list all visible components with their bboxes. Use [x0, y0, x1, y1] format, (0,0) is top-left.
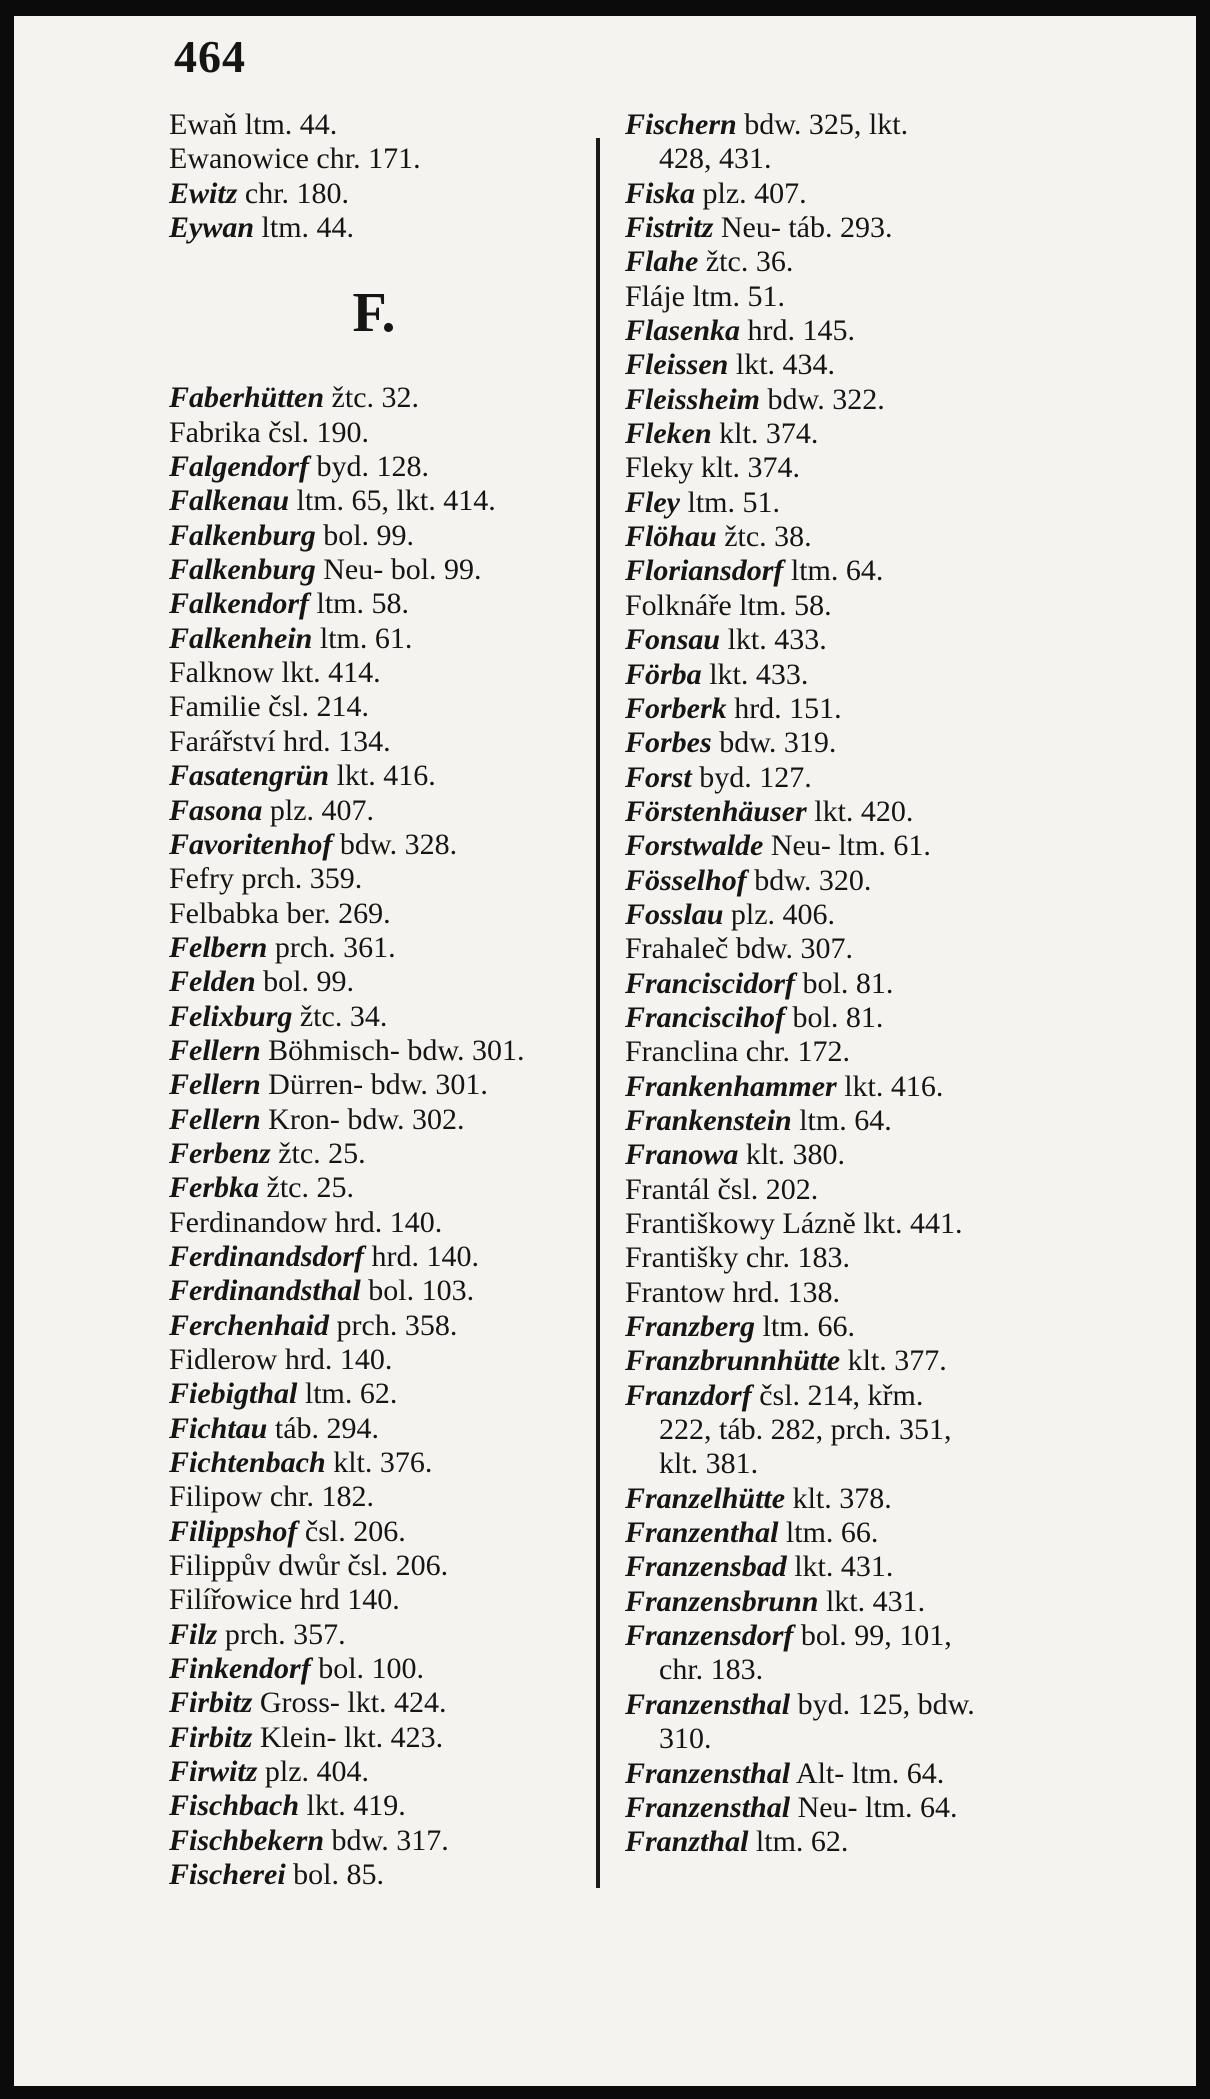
index-entry	[625, 726, 1085, 760]
index-entry	[625, 1653, 1085, 1687]
entry-reference: Böhmisch- bdw. 301.	[260, 1033, 525, 1067]
entry-reference: bol. 99.	[255, 965, 355, 999]
index-entry	[625, 211, 1085, 245]
index-entry	[625, 520, 1085, 554]
index-entry	[169, 828, 599, 862]
entry-reference: čsl. 214, křm.	[751, 1378, 924, 1412]
entry-headword: Fichtenbach	[169, 1446, 326, 1480]
index-entry	[169, 1000, 599, 1034]
index-entry	[625, 1070, 1085, 1104]
entry-headword: Franzensbrunn	[625, 1584, 819, 1618]
right-column	[625, 108, 1085, 1860]
entry-reference: bol. 85.	[285, 1858, 385, 1892]
entry-reference: Klein- lkt. 423.	[252, 1720, 444, 1754]
entry-reference: lkt. 431.	[786, 1550, 894, 1584]
entry-headword: Fley	[625, 485, 680, 519]
index-entry	[625, 1001, 1085, 1035]
entry-headword: Franzensthal	[625, 1790, 791, 1824]
entry-reference: klt. 374.	[711, 417, 819, 451]
index-entry	[625, 1516, 1085, 1550]
entry-headword: Forbes	[625, 726, 712, 760]
left-column	[169, 108, 599, 1893]
index-entry	[169, 1446, 599, 1480]
index-entry	[625, 692, 1085, 726]
index-entry	[169, 1137, 599, 1171]
index-entry	[169, 211, 599, 245]
index-entry	[625, 829, 1085, 863]
entry-headword: Firbitz	[169, 1720, 253, 1754]
index-entry	[625, 1276, 1085, 1310]
index-entry	[625, 554, 1085, 588]
entry-reference: žtc. 25.	[270, 1136, 366, 1170]
index-entry	[169, 381, 599, 415]
entry-reference: Fefry prch. 359.	[169, 862, 363, 896]
index-entry	[625, 417, 1085, 451]
index-entry	[169, 519, 599, 553]
entry-reference: plz. 406.	[723, 897, 836, 931]
entry-reference: Neu- táb. 293.	[713, 211, 893, 245]
entry-reference: Neu- ltm. 64.	[790, 1790, 958, 1824]
entry-reference: chr. 183.	[659, 1653, 764, 1687]
index-entry	[625, 1413, 1085, 1447]
entry-reference: lkt. 433.	[701, 657, 809, 691]
entry-reference: 222, táb. 282, prch. 351,	[659, 1413, 952, 1447]
index-entry	[625, 1619, 1085, 1653]
entry-reference: ltm. 62.	[748, 1825, 849, 1859]
entry-reference: Ewanowice chr. 171.	[169, 142, 421, 176]
entry-headword: Fischbach	[169, 1789, 300, 1823]
index-entry	[625, 864, 1085, 898]
index-entry	[169, 484, 599, 518]
index-entry	[625, 1241, 1085, 1275]
entry-headword: Fiska	[625, 176, 696, 210]
entry-reference: lkt. 420.	[806, 794, 914, 828]
entry-reference: Frantow hrd. 138.	[625, 1275, 840, 1309]
entry-reference: Filířowice hrd 140.	[169, 1583, 400, 1617]
index-entry	[169, 1858, 599, 1892]
entry-headword: Firwitz	[169, 1755, 258, 1789]
entry-headword: Fasatengrün	[169, 759, 330, 793]
entry-reference: bol. 81.	[795, 966, 894, 1000]
entry-reference: bdw. 325, lkt.	[736, 108, 909, 141]
entry-reference: Gross- lkt. 424.	[252, 1686, 447, 1720]
index-entry	[169, 177, 599, 211]
index-entry	[625, 280, 1085, 314]
entry-reference: prch. 361.	[267, 930, 396, 964]
entry-reference: hrd. 145.	[740, 314, 856, 348]
entry-reference: 428, 431.	[659, 142, 772, 176]
entry-reference: lkt. 433.	[720, 623, 827, 657]
index-entry	[625, 1138, 1085, 1172]
index-entry	[625, 383, 1085, 417]
entry-headword: Ferbka	[169, 1171, 259, 1205]
index-entry	[625, 314, 1085, 348]
index-entry	[169, 1103, 599, 1137]
index-entry	[169, 1274, 599, 1308]
index-entry	[169, 897, 599, 931]
index-entry	[169, 1824, 599, 1858]
entry-reference: bol. 100.	[310, 1652, 425, 1686]
entry-reference: chr. 180.	[237, 176, 350, 210]
entry-headword: Filz	[169, 1617, 218, 1651]
index-entry	[625, 1447, 1085, 1481]
entry-headword: Franciscidorf	[625, 966, 796, 1000]
index-entry	[625, 108, 1085, 142]
index-entry	[169, 108, 599, 142]
index-entry	[169, 1206, 599, 1240]
entry-headword: Förba	[625, 657, 702, 691]
entry-reference: lkt. 419.	[299, 1789, 406, 1823]
entry-headword: Franzensbad	[625, 1550, 787, 1584]
index-entry	[169, 1618, 599, 1652]
index-entry	[625, 1757, 1085, 1791]
index-entry	[169, 690, 599, 724]
entry-reference: ltm. 66.	[778, 1516, 879, 1550]
entry-reference: Ewaň ltm. 44.	[169, 108, 338, 141]
entry-reference: hrd. 140.	[364, 1239, 480, 1273]
entry-headword: Franzensthal	[625, 1687, 791, 1721]
entry-reference: Alt- ltm. 64.	[790, 1756, 945, 1790]
entry-headword: Frankenhammer	[625, 1069, 837, 1103]
index-entry	[169, 1583, 599, 1617]
entry-reference: Filipow chr. 182.	[169, 1480, 375, 1514]
index-entry	[169, 1652, 599, 1686]
index-entry	[169, 1343, 599, 1377]
index-entry	[169, 1515, 599, 1549]
entry-headword: Firbitz	[169, 1686, 253, 1720]
index-entry	[169, 1171, 599, 1205]
index-entry	[625, 1791, 1085, 1825]
entry-headword: Fellern	[169, 1068, 261, 1102]
entry-reference: ltm. 62.	[297, 1377, 398, 1411]
entry-reference: ltm. 51.	[679, 485, 780, 519]
left-entries-f	[169, 381, 599, 1892]
entry-reference: plz. 407.	[695, 176, 807, 210]
entry-reference: Fidlerow hrd. 140.	[169, 1343, 393, 1376]
entry-headword: Forberk	[625, 691, 727, 725]
entry-reference: žtc. 25.	[259, 1171, 354, 1205]
entry-reference: bdw. 322.	[760, 382, 885, 416]
entry-reference: 310.	[659, 1722, 712, 1756]
scanned-page	[14, 16, 1196, 2086]
entry-headword: Franzensthal	[625, 1756, 791, 1790]
index-entry	[169, 965, 599, 999]
entry-headword: Fiebigthal	[169, 1377, 298, 1411]
index-entry	[625, 898, 1085, 932]
entry-headword: Felixburg	[169, 999, 293, 1033]
entry-reference: bol. 99.	[315, 518, 415, 552]
entry-reference: Frahaleč bdw. 307.	[625, 932, 853, 966]
page-number: 464	[174, 31, 246, 82]
entry-headword: Franzbrunnhütte	[625, 1344, 841, 1378]
entry-reference: bol. 99, 101,	[793, 1619, 952, 1653]
entry-headword: Felden	[169, 965, 256, 999]
entry-reference: bdw. 320.	[746, 863, 872, 897]
entry-headword: Falkendorf	[169, 587, 310, 621]
entry-headword: Ferchenhaid	[169, 1308, 330, 1342]
entry-headword: Franzenthal	[625, 1516, 779, 1550]
index-entry	[625, 1688, 1085, 1722]
index-entry	[625, 1207, 1085, 1241]
index-entry	[169, 759, 599, 793]
index-entry	[169, 553, 599, 587]
entry-headword: Fösselhof	[625, 863, 747, 897]
index-entry	[625, 1825, 1085, 1859]
entry-reference: bol. 103.	[360, 1274, 475, 1308]
entry-reference: žtc. 38.	[716, 520, 812, 554]
index-entry	[169, 450, 599, 484]
entry-headword: Fleissen	[625, 348, 729, 382]
index-entry	[625, 451, 1085, 485]
entry-headword: Finkendorf	[169, 1652, 311, 1686]
entry-headword: Forst	[625, 760, 692, 794]
index-entry	[625, 1344, 1085, 1378]
entry-headword: Fellern	[169, 1102, 261, 1136]
index-entry	[625, 761, 1085, 795]
section-letter-heading: F.	[352, 282, 396, 345]
index-entry	[625, 932, 1085, 966]
entry-headword: Fischerei	[169, 1858, 286, 1892]
entry-reference: Familie čsl. 214.	[169, 690, 369, 724]
entry-headword: Flahe	[625, 245, 699, 279]
index-entry	[169, 1068, 599, 1102]
index-entry	[169, 1721, 599, 1755]
index-entry	[625, 1310, 1085, 1344]
entry-headword: Ferbenz	[169, 1136, 271, 1170]
entry-reference: Farářství hrd. 134.	[169, 724, 391, 758]
entry-reference: ltm. 44.	[254, 211, 355, 245]
index-entry	[625, 486, 1085, 520]
index-entry	[625, 589, 1085, 623]
index-entry	[169, 1309, 599, 1343]
index-entry	[169, 1034, 599, 1068]
index-entry	[625, 795, 1085, 829]
entry-reference: čsl. 206.	[297, 1514, 406, 1548]
index-entry	[625, 1722, 1085, 1756]
index-entry	[169, 1240, 599, 1274]
index-entry	[169, 1412, 599, 1446]
entry-reference: Fláje ltm. 51.	[625, 279, 785, 313]
entry-reference: ltm. 65, lkt. 414.	[289, 484, 496, 518]
entry-reference: byd. 125, bdw.	[790, 1687, 975, 1721]
entry-headword: Franowa	[625, 1138, 739, 1172]
entry-reference: bdw. 319.	[711, 726, 837, 760]
entry-headword: Fleken	[625, 417, 712, 451]
entry-headword: Fellern	[169, 1033, 261, 1067]
entry-reference: Františky chr. 183.	[625, 1241, 850, 1275]
entry-headword: Fasona	[169, 793, 263, 827]
index-entry	[169, 794, 599, 828]
index-entry	[169, 1480, 599, 1514]
entry-reference: lkt. 431.	[818, 1584, 926, 1618]
entry-headword: Franzthal	[625, 1825, 749, 1859]
entry-reference: lkt. 434.	[728, 348, 836, 382]
entry-headword: Fistritz	[625, 211, 714, 245]
entry-reference: hrd. 151.	[726, 691, 842, 725]
entry-headword: Flasenka	[625, 314, 741, 348]
index-entry	[169, 931, 599, 965]
entry-reference: ltm. 64.	[783, 554, 884, 588]
entry-reference: bdw. 328.	[332, 827, 458, 861]
entry-headword: Fonsau	[625, 623, 721, 657]
entry-headword: Ewitz	[169, 176, 238, 210]
entry-reference: žtc. 34.	[292, 999, 388, 1033]
entry-headword: Falkenhein	[169, 621, 313, 655]
entry-reference: Ferdinandow hrd. 140.	[169, 1205, 443, 1239]
entry-reference: bdw. 317.	[324, 1823, 449, 1857]
entry-reference: Frantál čsl. 202.	[625, 1172, 819, 1206]
entry-reference: Neu- ltm. 61.	[763, 829, 931, 863]
index-entry	[625, 177, 1085, 211]
entry-headword: Frankenstein	[625, 1103, 792, 1137]
entry-reference: Neu- bol. 99.	[315, 553, 482, 587]
entry-reference: byd. 127.	[691, 760, 812, 794]
entry-reference: klt. 381.	[659, 1447, 759, 1481]
entry-reference: ltm. 66.	[755, 1310, 856, 1344]
index-entry	[625, 1585, 1085, 1619]
entry-reference: lkt. 416.	[329, 759, 436, 793]
index-entry	[625, 1104, 1085, 1138]
entry-reference: plz. 404.	[257, 1755, 370, 1789]
entry-reference: táb. 294.	[267, 1411, 380, 1445]
entry-reference: plz. 407.	[262, 793, 375, 827]
entry-reference: klt. 378.	[785, 1481, 892, 1515]
entry-headword: Fleissheim	[625, 382, 761, 416]
index-entry	[169, 1549, 599, 1583]
entry-reference: Felbabka ber. 269.	[169, 896, 391, 930]
index-entry	[169, 1755, 599, 1789]
entry-reference: lkt. 416.	[836, 1069, 944, 1103]
entry-reference: byd. 128.	[309, 450, 430, 484]
index-entry	[169, 725, 599, 759]
entry-reference: Františkowy Lázně lkt. 441.	[625, 1207, 963, 1240]
entry-headword: Falgendorf	[169, 450, 310, 484]
index-entry	[625, 1173, 1085, 1207]
entry-reference: žtc. 32.	[324, 381, 420, 415]
index-entry	[625, 1379, 1085, 1413]
index-entry	[169, 1789, 599, 1823]
entry-reference: klt. 377.	[840, 1344, 947, 1378]
entry-headword: Fischern	[625, 108, 737, 141]
entry-headword: Franzdorf	[625, 1378, 752, 1412]
entry-reference: prch. 357.	[217, 1617, 346, 1651]
entry-headword: Franzberg	[625, 1310, 756, 1344]
index-entry	[625, 348, 1085, 382]
index-entry	[625, 1035, 1085, 1069]
entry-headword: Eywan	[169, 211, 255, 245]
entry-reference: Fleky klt. 374.	[625, 451, 801, 485]
entry-headword: Ferdinandsthal	[169, 1274, 361, 1308]
index-entry	[625, 142, 1085, 176]
index-entry	[169, 1377, 599, 1411]
entry-headword: Fosslau	[625, 897, 724, 931]
entry-reference: ltm. 61.	[312, 621, 413, 655]
entry-reference: Folknáře ltm. 58.	[625, 588, 832, 622]
entry-headword: Flöhau	[625, 520, 717, 554]
entry-headword: Faberhütten	[169, 381, 325, 415]
right-entries	[625, 108, 1085, 1860]
index-entry	[625, 1550, 1085, 1584]
entry-headword: Forstwalde	[625, 829, 764, 863]
entry-reference: Franclina chr. 172.	[625, 1035, 850, 1069]
index-entry	[169, 416, 599, 450]
entry-headword: Ferdinandsdorf	[169, 1239, 365, 1273]
index-entry	[625, 1482, 1085, 1516]
entry-reference: ltm. 64.	[791, 1103, 892, 1137]
entry-headword: Floriansdorf	[625, 554, 784, 588]
index-entry	[625, 245, 1085, 279]
left-entries-e	[169, 108, 599, 245]
entry-reference: Filippův dwůr čsl. 206.	[169, 1549, 449, 1583]
entry-headword: Felbern	[169, 930, 268, 964]
entry-headword: Franzensdorf	[625, 1619, 794, 1653]
entry-headword: Fischbekern	[169, 1823, 325, 1857]
entry-reference: klt. 380.	[738, 1138, 846, 1172]
entry-headword: Filippshof	[169, 1514, 298, 1548]
index-entry	[625, 658, 1085, 692]
entry-headword: Fichtau	[169, 1411, 268, 1445]
column-divider	[596, 138, 600, 1888]
index-entry	[169, 862, 599, 896]
entry-headword: Falkenburg	[169, 518, 316, 552]
entry-reference: Dürren- bdw. 301.	[260, 1068, 488, 1102]
entry-headword: Franciscihof	[625, 1000, 786, 1034]
entry-reference: bol. 81.	[785, 1000, 884, 1034]
entry-headword: Förstenhäuser	[625, 794, 807, 828]
index-entry	[169, 1686, 599, 1720]
entry-reference: žtc. 36.	[698, 245, 794, 279]
entry-reference: ltm. 58.	[309, 587, 410, 621]
entry-headword: Falkenburg	[169, 553, 316, 587]
entry-headword: Falkenau	[169, 484, 290, 518]
index-entry	[169, 656, 599, 690]
index-entry	[625, 623, 1085, 657]
entry-reference: Fabrika čsl. 190.	[169, 415, 369, 449]
index-entry	[169, 142, 599, 176]
index-entry	[169, 587, 599, 621]
entry-reference: klt. 376.	[325, 1446, 433, 1480]
entry-reference: Kron- bdw. 302.	[260, 1102, 465, 1136]
entry-reference: Falknow lkt. 414.	[169, 656, 381, 690]
index-entry	[625, 967, 1085, 1001]
entry-headword: Favoritenhof	[169, 827, 333, 861]
entry-headword: Franzelhütte	[625, 1481, 786, 1515]
index-entry	[169, 622, 599, 656]
entry-reference: prch. 358.	[329, 1308, 458, 1342]
